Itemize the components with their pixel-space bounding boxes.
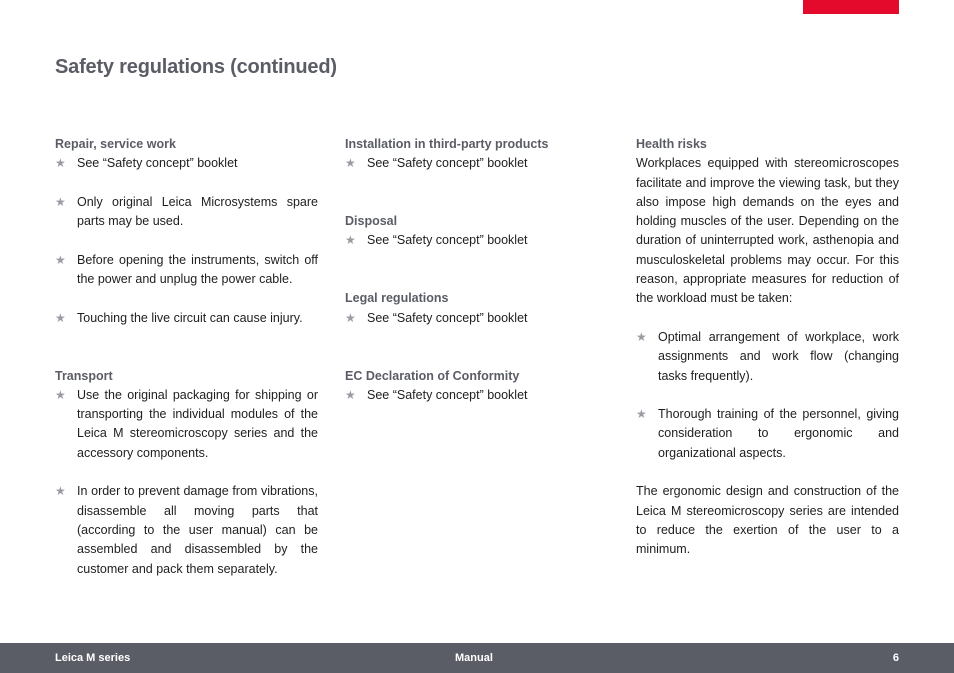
- star-icon: ★: [55, 156, 66, 171]
- footer-document-type: Manual: [455, 652, 493, 664]
- section-installation: [345, 135, 608, 174]
- star-icon: ★: [55, 252, 66, 267]
- footer-product-name: Leica M series: [55, 652, 131, 664]
- list-item: [55, 386, 318, 463]
- list-item-text: See “Safety concept” booklet: [367, 387, 528, 402]
- star-icon: ★: [345, 387, 356, 402]
- list-item-text: Use the original packaging for shipping or transporting the individual modules of the Leica M stereomicroscopy series and the accessory components.: [77, 387, 318, 460]
- health-risks-outro: The ergonomic design and construction of the Leica M stereomicroscopy series are intended to reduce the exertion of the user to a minimum.: [636, 484, 899, 557]
- column-middle: [345, 135, 608, 444]
- star-icon: ★: [636, 329, 647, 344]
- bullet-list: [345, 231, 608, 250]
- page-title: Safety regulations (continued): [55, 56, 337, 78]
- section-transport: [55, 367, 318, 579]
- section-disposal: [345, 212, 608, 251]
- section-heading: Installation in third-party products: [345, 137, 549, 151]
- star-icon: ★: [345, 156, 356, 171]
- section-repair-service: [55, 135, 318, 328]
- column-right: [636, 135, 899, 598]
- list-item-text: See “Safety concept” booklet: [77, 156, 238, 171]
- star-icon: ★: [55, 387, 66, 402]
- list-item: [345, 309, 608, 328]
- column-left: [55, 135, 318, 617]
- list-item: [55, 482, 318, 578]
- section-health-risks: [636, 135, 899, 560]
- section-heading: Legal regulations: [345, 291, 449, 306]
- section-heading: Transport: [55, 368, 113, 383]
- list-item: [55, 251, 318, 290]
- star-icon: ★: [55, 484, 66, 499]
- list-item-text: Only original Leica Microsystems spare parts may be used.: [77, 194, 318, 229]
- page-footer: [0, 643, 954, 673]
- list-item-text: Touching the live circuit can cause injury.: [77, 310, 303, 325]
- bullet-list: [636, 328, 899, 463]
- bullet-list: [55, 154, 318, 328]
- list-item: [345, 231, 608, 250]
- bullet-list: [55, 386, 318, 579]
- list-item-text: In order to prevent damage from vibrations, disassemble all moving parts that (according to the user manual) can be assembled and disassembled by the customer and pack them separately.: [77, 484, 318, 576]
- bullet-list: [345, 154, 608, 173]
- star-icon: ★: [345, 310, 356, 325]
- section-heading: Health risks: [636, 137, 707, 151]
- section-legal-regulations: [345, 289, 608, 328]
- list-item: [55, 154, 318, 173]
- list-item-text: Before opening the instruments, switch off the power and unplug the power cable.: [77, 252, 318, 287]
- list-item-text: See “Safety concept” booklet: [367, 310, 528, 325]
- star-icon: ★: [636, 407, 647, 422]
- section-heading: Disposal: [345, 214, 398, 229]
- bullet-list: [345, 386, 608, 405]
- section-heading: Repair, service work: [55, 137, 176, 151]
- health-risks-intro: Workplaces equipped with stereomicroscopes facilitate and improve the viewing task, but they also impose high demands on the eyes and holding muscles of the user. Depending on the duration of uninterrupted work, asthenopia and musculoskeletal problems may occur. For this reason, appropriate measures for reduction of the workload must be taken:: [636, 156, 899, 306]
- section-ec-declaration: [345, 367, 608, 406]
- list-item: [636, 405, 899, 463]
- bullet-list: [345, 309, 608, 328]
- star-icon: ★: [55, 310, 66, 325]
- list-item: [636, 328, 899, 386]
- section-heading: EC Declaration of Conformity: [345, 368, 520, 383]
- page-number: 6: [892, 652, 899, 664]
- star-icon: ★: [345, 233, 356, 248]
- list-item: [345, 154, 608, 173]
- list-item-text: Thorough training of the personnel, giving consideration to ergonomic and organizational aspects.: [658, 407, 899, 460]
- list-item: [55, 309, 318, 328]
- list-item-text: See “Safety concept” booklet: [367, 156, 528, 171]
- red-accent-bar: [803, 0, 899, 14]
- list-item-text: Optimal arrangement of workplace, work assignments and work flow (changing tasks frequently).: [658, 329, 899, 383]
- list-item-text: See “Safety concept” booklet: [367, 233, 528, 248]
- list-item: [345, 386, 608, 405]
- list-item: [55, 193, 318, 232]
- star-icon: ★: [55, 194, 66, 209]
